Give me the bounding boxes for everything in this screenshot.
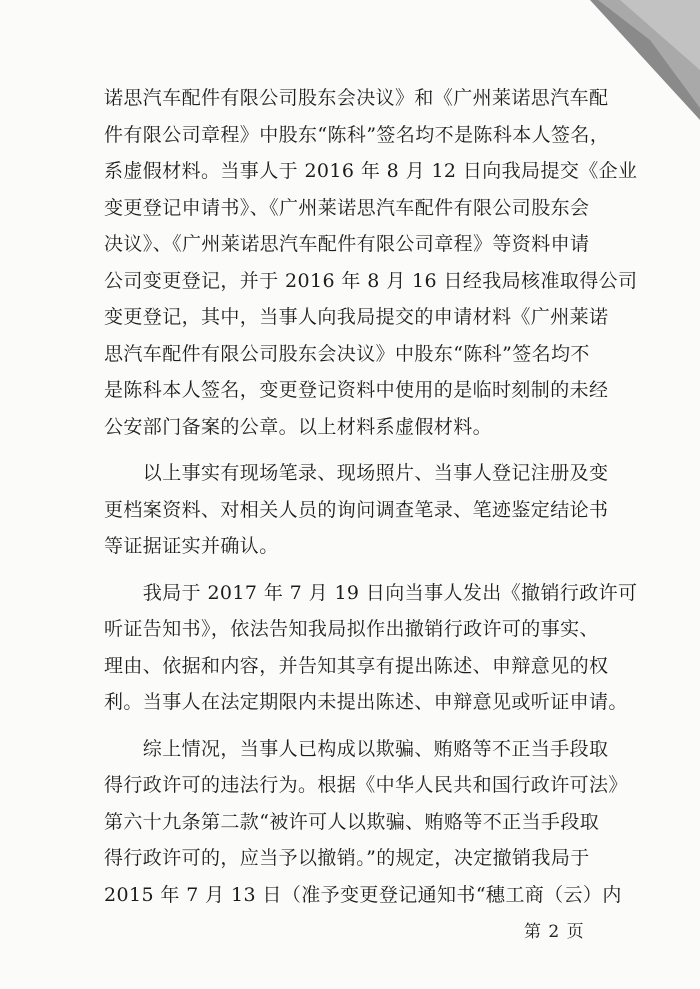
text-line: 理由、依据和内容，并告知其享有提出陈述、申辩意见的权 bbox=[104, 654, 609, 677]
paragraph bbox=[104, 455, 609, 565]
text-line: 件有限公司章程》中股东“陈科”签名均不是陈科本人签名， bbox=[104, 123, 610, 146]
text-line: 听证告知书》，依法告知我局拟作出撤销行政许可的事实、 bbox=[104, 618, 599, 640]
text-line: 更档案资料、对相关人员的询问调查笔录、笔迹鉴定结论书 bbox=[104, 498, 609, 521]
text-line: 变更登记申请书》、《广州莱诺思汽车配件有限公司股东会 bbox=[104, 196, 590, 219]
paragraph-gap bbox=[104, 721, 604, 731]
text-line: 公司变更登记，并于 2016 年 8 月 16 日经我局核准取得公司 bbox=[104, 269, 638, 292]
text-line: 诺思汽车配件有限公司股东会决议》和《广州莱诺思汽车配 bbox=[104, 87, 609, 109]
text-line: 利。当事人在法定期限内未提出陈述、申辩意见或听证申请。 bbox=[104, 691, 628, 713]
paragraph-gap bbox=[104, 565, 604, 575]
text-line: 公安部门备案的公章。以上材料系虚假材料。 bbox=[104, 415, 493, 438]
text-line: 等证据证实并确认。 bbox=[104, 535, 279, 557]
paragraph bbox=[104, 731, 628, 914]
text-line: 第六十九条第二款“被许可人以欺骗、贿赂等不正当手段取 bbox=[104, 810, 600, 833]
text-line: 我局于 2017 年 7 月 19 日向当事人发出《撤销行政许可 bbox=[104, 581, 638, 604]
paragraph bbox=[104, 575, 638, 721]
text-line: 决议》、《广州莱诺思汽车配件有限公司章程》等资料申请 bbox=[104, 233, 590, 255]
paragraph bbox=[104, 80, 638, 445]
text-line: 思汽车配件有限公司股东会决议》中股东“陈科”签名均不 bbox=[104, 342, 590, 365]
page-number: 第 2 页 bbox=[524, 922, 585, 942]
text-line: 得行政许可的，应当予以撤销。”的规定，决定撤销我局于 bbox=[104, 847, 590, 869]
text-line: 2015 年 7 月 13 日（准予变更登记通知书“穗工商（云）内 bbox=[104, 883, 622, 906]
text-line: 综上情况，当事人已构成以欺骗、贿赂等不正当手段取 bbox=[104, 737, 609, 760]
text-line: 得行政许可的违法行为。根据《中华人民共和国行政许可法》 bbox=[104, 774, 628, 796]
text-line: 系虚假材料。当事人于 2016 年 8 月 12 日向我局提交《企业 bbox=[104, 160, 638, 182]
text-line: 变更登记，其中，当事人向我局提交的申请材料《广州莱诺 bbox=[104, 306, 609, 328]
paragraph-gap bbox=[104, 445, 604, 455]
text-line: 是陈科本人签名，变更登记资料中使用的是临时刻制的未经 bbox=[104, 379, 609, 401]
text-line: 以上事实有现场笔录、现场照片、当事人登记注册及变 bbox=[104, 462, 609, 484]
document-body bbox=[104, 80, 638, 913]
